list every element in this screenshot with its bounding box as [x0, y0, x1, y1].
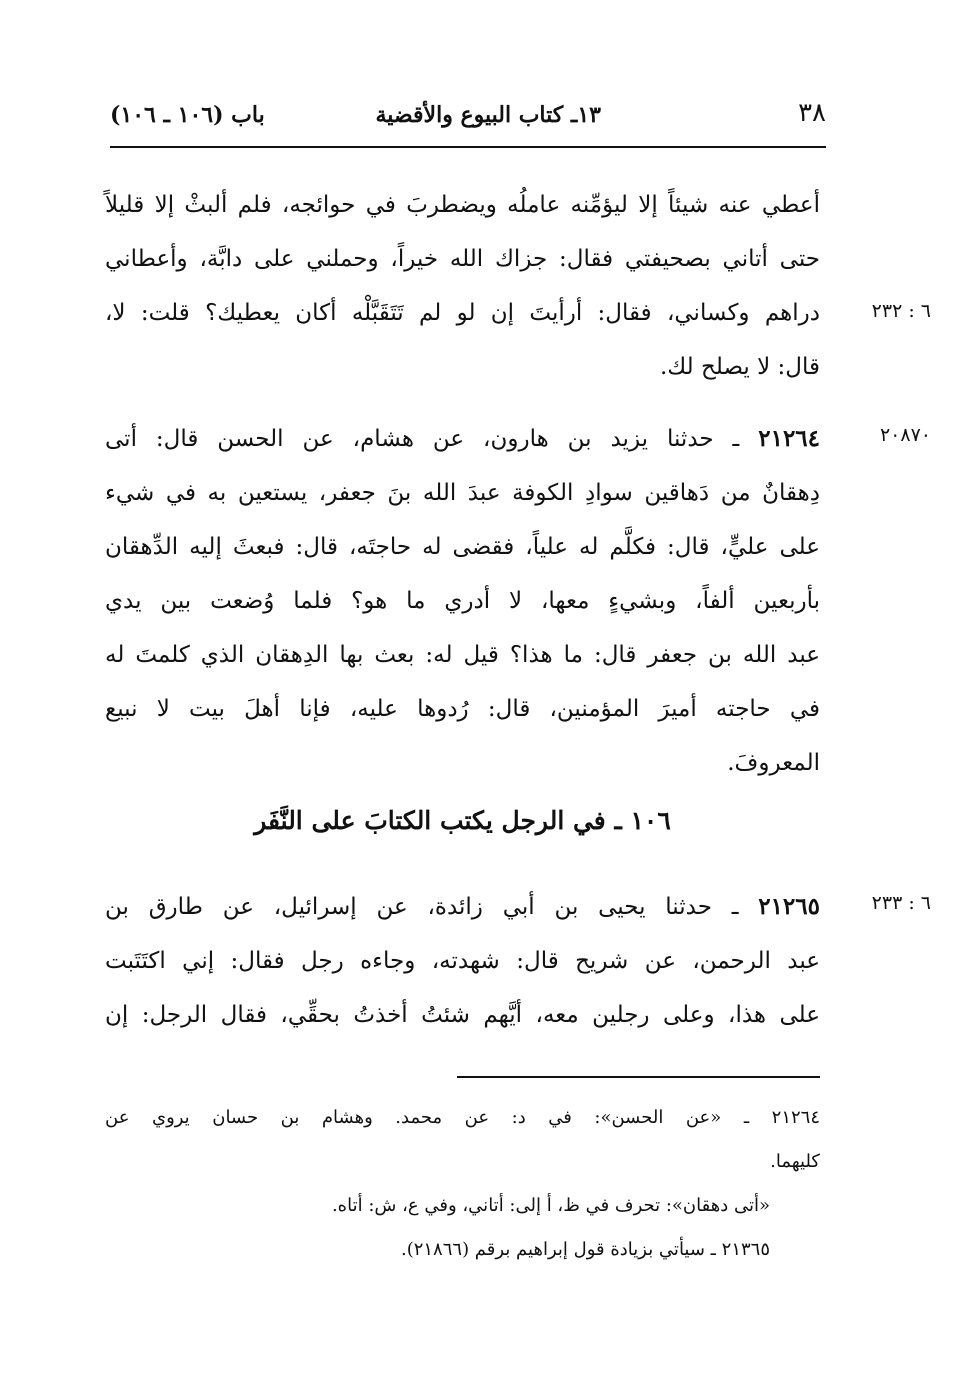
- text-line: عبد الله بن جعفر قال: ما هذا؟ قيل له: بعث بها الدِهقان الذي كلمتَ له: [105, 642, 820, 668]
- footnote-rule: [457, 1076, 820, 1078]
- text-line: [105, 412, 820, 466]
- hadith-21264: [105, 412, 820, 790]
- text-line: على عليٍّ، قال: فكلَّم له علياً، فقضى له حاجتَه، قال: فبعثَ إليه الدِّهقان: [105, 534, 820, 560]
- margin-reference: ٦ : ٢٣٢: [871, 300, 931, 322]
- hadith-text: ـ حدثنا يحيى بن أبي زائدة، عن إسرائيل، عن طارق بن: [105, 894, 739, 920]
- text-line: على هذا، وعلى رجلين معه، أيَّهم شئتُ أخذتُ بحقِّي، فقال الرجل: إن: [105, 1002, 820, 1028]
- hadith-number: ٢١٢٦٤: [758, 425, 821, 452]
- margin-reference: ٢٠٨٧٠: [879, 424, 931, 446]
- page-number: ٣٨: [798, 98, 826, 128]
- header-rule: [110, 146, 826, 148]
- footnote-line: ٢١٣٦٥ ـ سيأتي بزيادة قول إبراهيم برقم (٢١٨٦٦).: [400, 1239, 770, 1260]
- chapter-reference: باب (١٠٦ ـ ١٠٦): [110, 102, 265, 128]
- text-line: في حاجته أميرَ المؤمنين، قال: رُدوها عليه، فإنا أهلَ بيت لا نبيع: [105, 696, 820, 722]
- paragraph-continuation: [105, 178, 820, 394]
- text-line: أعطي عنه شيئاً إلا ليؤمِّنه عاملُه ويضطربَ في حوائجه، فلم ألبثْ إلا قليلاً: [105, 192, 820, 218]
- text-line: دِهقانٌ من دَهاقين سوادِ الكوفة عبدَ الله بنَ جعفر، يستعين به في شيء: [105, 480, 820, 506]
- footnote-line: كليهما.: [770, 1151, 820, 1172]
- text-line: قال: لا يصلح لك.: [659, 354, 820, 380]
- section-title: ١٠٦ ـ في الرجل يكتب الكتابَ على النَّفَر: [254, 806, 671, 835]
- book-title: ١٣ـ كتاب البيوع والأقضية: [375, 102, 601, 128]
- margin-reference: ٦ : ٢٣٣: [871, 892, 931, 914]
- footnote-line: «أتى دهقان»: تحرف في ظ، أ إلى: أتاني، وفي ع، ش: أتاه.: [331, 1195, 770, 1216]
- text-line: عبد الرحمن، عن شريح قال: شهدته، وجاءه رجل فقال: إني اكتَتَبت: [105, 948, 820, 974]
- text-line: المعروفَ.: [727, 750, 820, 776]
- text-line: [105, 880, 820, 934]
- footnote-line: ٢١٢٦٤ ـ «عن الحسن»: في د: عن محمد. وهشام بن حسان يروي عن: [105, 1107, 820, 1128]
- hadith-number: ٢١٢٦٥: [758, 893, 820, 920]
- hadith-21265: [105, 880, 820, 1042]
- text-line: بأربعين ألفاً، وبشيءٍ معها، لا أدري ما هو؟ فلما وُضعت بين يدي: [105, 588, 820, 614]
- text-line: دراهم وكساني، فقال: أرأيتَ إن لو لم تَتَقَبَّلْه أكان يعطيك؟ قلت: لا،: [105, 300, 820, 326]
- text-line: حتى أتاني بصحيفتي فقال: جزاك الله خيراً، وحملني على دابَّة، وأعطاني: [105, 246, 820, 272]
- hadith-text: ـ حدثنا يزيد بن هارون، عن هشام، عن الحسن قال: أتى: [105, 426, 740, 452]
- footnotes: [105, 1096, 820, 1272]
- running-header: [110, 98, 826, 146]
